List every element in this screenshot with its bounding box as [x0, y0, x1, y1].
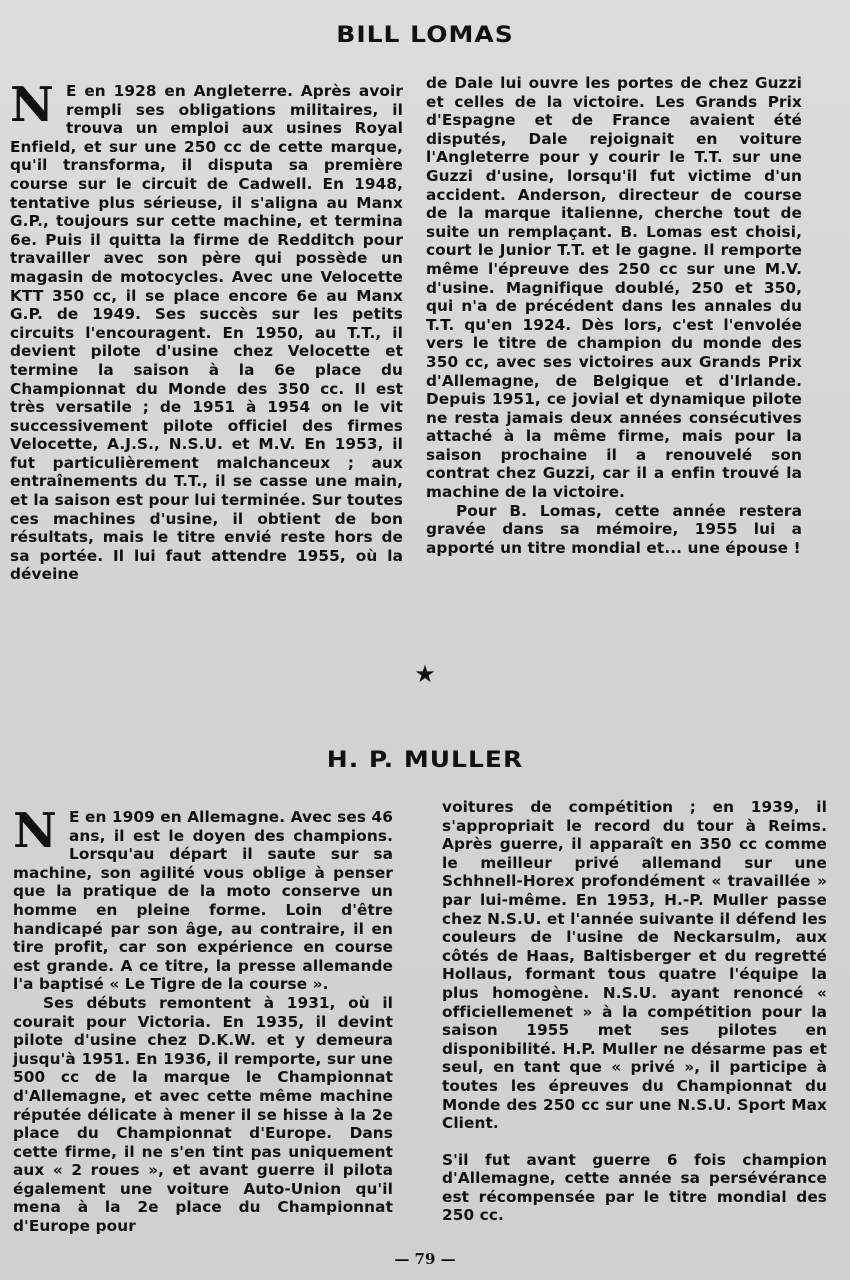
- article1-right-paragraph-2: Pour B. Lomas, cette année restera gravée dans sa mémoire, 1955 lui a apporté un titre mondial et... une épouse !: [426, 501, 802, 557]
- article2-left-column: [13, 803, 393, 1236]
- article2-left-text-1: E en 1909 en Allemagne. Avec ses 46 ans, il est le doyen des champions. Lorsqu'au départ il saute sur sa machine, son agilité vous oblige à penser que la pratique de la moto conserve un homme en pleine forme. Loin d'être handicapé par son âge, au contraire, il en tire profit, car son expérience en course est grande. A ce titre, la presse allemande l'a baptisé « Le Tigre de la course ».: [13, 808, 393, 994]
- dropcap: N: [10, 77, 54, 133]
- article1-left-text: E en 1928 en Angleterre. Après avoir rempli ses obligations militaires, il trouva un emploi aux usines Royal Enfield, et sur une 250 cc de cette marque, qu'il transforma, il disputa sa première course sur le circuit de Cadwell. En 1948, tentative plus sérieuse, il s'aligna au Manx G.P., toujours sur cette machine, et termina 6e. Puis il quitta la firme de Redditch pour travailler avec son père qui possède un magasin de motocycles. Avec une Velocette KTT 350 cc, il se place encore 6e au Manx G.P. de 1949. Ses succès sur les petits circuits l'encouragent. En 1950, au T.T., il devient pilote d'usine chez Velocette et termine la saison à la 6e place du Championnat du Monde des 350 cc. Il est très versatile ; de 1951 à 1954 on le vit successivement pilote officiel des firmes Velocette, A.J.S., N.S.U. et M.V. En 1953, il fut particulièrement malchanceux ; aux entraînements du T.T., il se casse une main, et la saison est pour lui terminée. Sur toutes ces machines d'usine, il obtient de bon résultats, mais le titre envié reste hors de sa portée. Il lui faut attendre 1955, où la déveine: [10, 82, 403, 584]
- paragraph-gap: [442, 1133, 827, 1151]
- article1-left-column: [10, 77, 403, 584]
- star-separator-icon: ★: [414, 660, 436, 688]
- article2-right-paragraph-2: S'il fut avant guerre 6 fois champion d'Allemagne, cette année sa persévérance est récompensée par le titre mondial des 250 cc.: [442, 1150, 827, 1225]
- article2-right-paragraph-1: voitures de compétition ; en 1939, il s'appropriait le record du tour à Reims. Après guerre, il apparaît en 350 cc comme le meilleur privé allemand sur une Schhnell-Horex profondément « travaillée » par lui-même. En 1953, H.-P. Muller passe chez N.S.U. et l'année suivante il défend les couleurs de l'usine de Neckarsulm, aux côtés de Haas, Baltisberger et du regretté Hollaus, formant tous quatre l'équipe la plus homogène. N.S.U. ayant renoncé « officiellemenet » à la compétition pour la saison 1955 met ses pilotes en disponibilité. H.P. Muller ne désarme pas et seul, en tant que « privé », il participe à toutes les épreuves du Championnat du Monde des 250 cc sur une N.S.U. Sport Max Client.: [442, 798, 827, 1133]
- article2-paragraph-1: [13, 803, 393, 994]
- article1-paragraph: [10, 77, 403, 584]
- dropcap: N: [13, 803, 57, 859]
- article-title-hp-muller: H. P. MULLER: [326, 746, 524, 773]
- article2-right-column: [442, 798, 827, 1225]
- article2-paragraph-2: Ses débuts remontent à 1931, où il courait pour Victoria. En 1935, il devint pilote d'usine chez D.K.W. et y demeura jusqu'à 1951. En 1936, il remporte, sur une 500 cc de la marque le Championnat d'Allemagne, et avec cette même machine réputée délicate à mener il se hisse à la 2e place du Championnat d'Europe. Dans cette firme, il ne s'en tint pas uniquement aux « 2 roues », et avant guerre il pilota également une voiture Auto-Union qu'il mena à la 2e place du Championnat d'Europe pour: [13, 993, 393, 1236]
- article1-right-paragraph-1: de Dale lui ouvre les portes de chez Guzzi et celles de la victoire. Les Grands Prix d'Espagne et de France avaient été disputés, Dale rejoignait en voiture l'Angleterre pour y courir le T.T. sur une Guzzi d'usine, lorsqu'il fut victime d'un accident. Anderson, directeur de course de la marque italienne, cherche tout de suite un remplaçant. B. Lomas est choisi, court le Junior T.T. et le gagne. Il remporte même l'épreuve des 250 cc sur une M.V. d'usine. Magnifique doublé, 250 et 350, qui n'a de précédent dans les annales du T.T. qu'en 1924. Dès lors, c'est l'envolée vers le titre de champion du monde des 350 cc, avec ses victoires aux Grands Prix d'Allemagne, de Belgique et d'Irlande. Depuis 1951, ce jovial et dynamique pilote ne resta jamais deux années consécutives attaché à la même firme, mais pour la saison prochaine il a renouvelé son contrat chez Guzzi, car il a enfin trouvé la machine de la victoire.: [426, 74, 802, 502]
- page-number: — 79 —: [394, 1250, 456, 1268]
- article-title-bill-lomas: BILL LOMAS: [336, 21, 514, 48]
- article1-right-column: [426, 74, 802, 557]
